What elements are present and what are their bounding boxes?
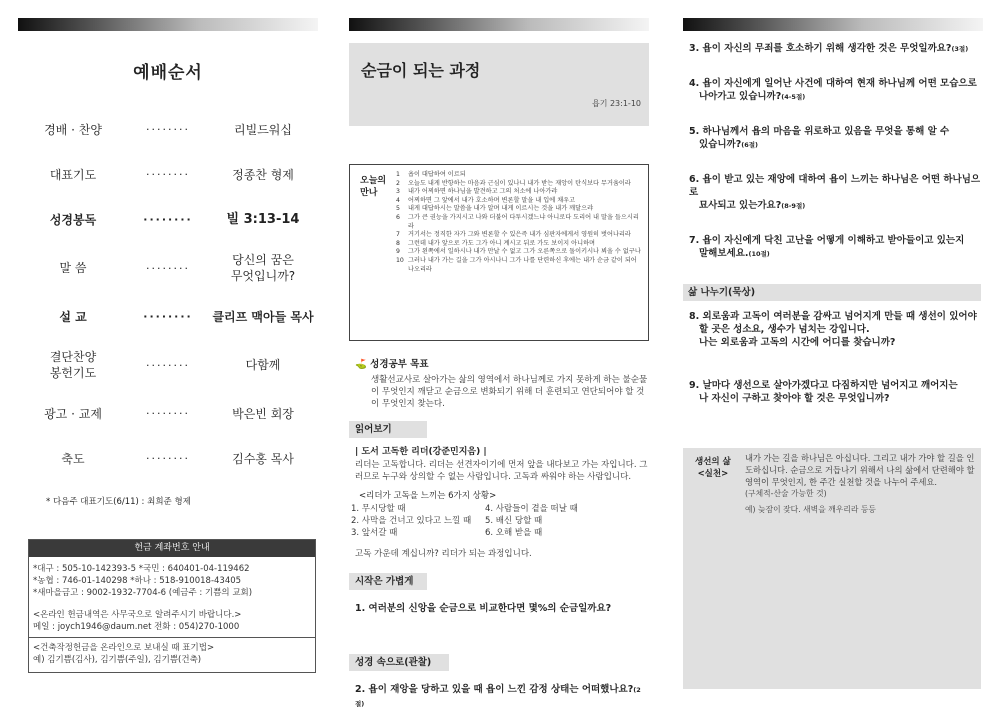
lesson-hero bbox=[349, 43, 649, 126]
sign-item: 2. 사막을 건너고 있다고 느낄 때 bbox=[351, 516, 472, 526]
order-dots: ········ bbox=[146, 452, 190, 465]
question-9: 9. 날마다 생선으로 살아가겠다고 다짐하지만 넘어지고 깨어지는 나 자신이 구하고 찾아야 할 것은 무엇입니까? bbox=[689, 380, 958, 404]
lesson-column bbox=[349, 0, 649, 707]
header-gradient-bar bbox=[349, 18, 649, 31]
observation-section-bar: 성경 속으로(관찰) bbox=[349, 654, 449, 671]
verse-item: 4 어찌하면 그 앞에서 내가 호소하며 변론할 말을 내 입에 채우고 bbox=[396, 196, 576, 204]
order-row bbox=[18, 107, 318, 152]
order-item: 경배 · 찬양 bbox=[44, 122, 102, 137]
order-row bbox=[18, 152, 318, 197]
account-line: *대구 : 505-10-142393-5 *국민 : 640401-04-119462 bbox=[33, 564, 250, 574]
account-body bbox=[29, 557, 315, 637]
verse-item: 9 그가 왼쪽에서 일하시나 내가 만날 수 없고 그가 오른쪽으로 돌이키시나 뵈올 수 없구나 bbox=[396, 248, 641, 256]
sign-item: 5. 배신 당할 때 bbox=[485, 516, 543, 526]
practice-sub: (구체적-산술 가능한 것) bbox=[745, 489, 827, 498]
manna-label: 오늘의 만나 bbox=[360, 176, 387, 198]
study-goal-title: ⛳ 성경공부 목표 bbox=[355, 359, 429, 370]
order-row bbox=[18, 197, 318, 242]
question-4: 4. 욥이 자신에게 일어난 사건에 대하여 현재 하나님께 어떤 모습으로 나아가고 있습니까?(4-5절) bbox=[689, 78, 977, 102]
worship-order-column bbox=[18, 0, 318, 707]
order-item: 대표기도 bbox=[49, 167, 97, 182]
order-item: 광고 · 교제 bbox=[44, 406, 102, 421]
next-prayer-note: * 다음주 대표기도(6/11) : 최희준 형제 bbox=[46, 497, 191, 507]
order-value: 리빌드워십 bbox=[234, 122, 292, 137]
order-value: 정종찬 형제 bbox=[232, 167, 294, 182]
sign-item: 3. 앞서갈 때 bbox=[351, 528, 398, 538]
building-note-title: <건축작정헌금을 온라인으로 보내실 때 표기법> bbox=[33, 643, 215, 653]
question-7: 7. 욥이 자신에게 닥친 고난을 어떻게 이해하고 받아들이고 있는지 말해보세요.(10절) bbox=[689, 235, 965, 259]
sign-item: 6. 오해 받을 때 bbox=[485, 528, 543, 538]
header-gradient-bar bbox=[683, 18, 983, 31]
practice-example: 예) 늦잠이 잦다. 새벽을 깨우리라 등등 bbox=[745, 505, 876, 514]
verse-item: 1 욥이 대답하여 이르되 bbox=[396, 171, 466, 178]
building-note-example: 예) 김기쁨(김사), 김기쁨(주일), 김기쁨(건축) bbox=[33, 655, 202, 665]
header-gradient-bar bbox=[18, 18, 318, 31]
order-item: 축도 bbox=[61, 451, 85, 466]
question-5: 5. 하나님께서 욥의 마음을 위로하고 있음을 무엇을 통해 알 수 있습니까?(6절) bbox=[689, 126, 950, 150]
practice-label: 생선의 삶 <실천> bbox=[695, 457, 731, 479]
verse-item: 5 내게 대답하시는 말씀을 내가 알며 내게 이르시는 것을 내가 깨달으랴 bbox=[396, 205, 594, 213]
order-dots: ········ bbox=[143, 310, 193, 323]
sign-item: 1. 무시당할 때 bbox=[351, 504, 406, 514]
order-value: 김수홍 목사 bbox=[232, 451, 294, 466]
order-list bbox=[18, 107, 318, 481]
verse-item: 7 거기서는 정직한 자가 그와 변론할 수 있은즉 내가 심판자에게서 영원히 벗어나리라 bbox=[396, 231, 631, 239]
order-row bbox=[18, 294, 318, 339]
account-line: *농협 : 746-01-140298 *하나 : 518-910018-43405 bbox=[33, 576, 242, 586]
question-8: 8. 외로움과 고독이 여러분을 감싸고 넘어지게 만들 때 생선이 있어야 할 곳은 성소요, 생수가 넘치는 강입니다. 나는 외로움과 고독의 시간에 어디를 찾습니까? bbox=[689, 311, 977, 348]
practice-body: 내가 가는 길을 하나님은 아십니다. 그리고 내가 가야 할 길을 인도하십니다. 순금으로 거듭나기 위해서 나의 삶에서 단련해야 할 영역이 무엇인지, 한 주간 실천할 것을 나누어 주세요. bbox=[745, 453, 975, 487]
practice-box bbox=[683, 448, 981, 689]
question-2: 2. 욥이 재앙을 당하고 있을 때 욥이 느낀 감정 상태는 어떠했나요?(2절) bbox=[355, 684, 641, 707]
order-row bbox=[18, 436, 318, 481]
order-item: 결단찬양 봉헌기도 bbox=[49, 350, 97, 380]
book-title: | 도서 고독한 리더(강준민지음) | bbox=[355, 447, 487, 457]
order-value: 박은빈 회장 bbox=[232, 406, 294, 421]
signs-title: <리더가 고독을 느끼는 6가지 상황> bbox=[359, 491, 497, 501]
share-section-bar: 삶 나누기(묵상) bbox=[683, 284, 981, 301]
signs-list bbox=[351, 503, 649, 539]
reading-text: 리더는 고독합니다. 리더는 선견자이기에 먼저 앞을 내다보고 가는 자입니다. 그러므로 누구와 상의할 수 없는 사람입니다. 고독과 싸워야 하는 사람입니다. bbox=[355, 460, 648, 482]
questions-column bbox=[683, 0, 983, 707]
verse-list bbox=[396, 171, 642, 334]
order-dots: ········ bbox=[146, 261, 190, 275]
scripture-reference: 욥기 23:1-10 bbox=[591, 99, 641, 108]
order-dots: ········ bbox=[146, 123, 190, 136]
sign-item: 4. 사람들이 곁을 떠날 때 bbox=[485, 504, 578, 514]
contact-info: 메일 : joych1946@daum.net 전화 : 054)270-1000 bbox=[33, 622, 240, 632]
order-row bbox=[18, 391, 318, 436]
order-row bbox=[18, 242, 318, 294]
question-1: 1. 여러분의 신앙을 순금으로 비교한다면 몇%의 순금일까요? bbox=[355, 603, 612, 614]
order-value: 당신의 꿈은 무엇입니까? bbox=[230, 253, 296, 283]
building-offering-note bbox=[29, 637, 315, 672]
practice-text bbox=[745, 452, 975, 516]
lesson-title: 순금이 되는 과정 bbox=[361, 61, 481, 80]
today-manna-box bbox=[349, 164, 649, 341]
start-section-bar: 시작은 가볍게 bbox=[349, 573, 427, 590]
reading-question: 고독 가운데 계십니까? 리더가 되는 과정입니다. bbox=[355, 549, 532, 559]
verse-item: 3 내가 어찌하면 하나님을 발견하고 그의 처소에 나아가랴 bbox=[396, 188, 558, 196]
online-notice: <온라인 헌금내역은 사무국으로 알려주시기 바랍니다.> bbox=[33, 610, 242, 620]
order-dots: ········ bbox=[146, 407, 190, 420]
question-6: 6. 욥이 받고 있는 재앙에 대하여 욥이 느끼는 하나님은 어떤 하나님으로 묘사되고 있는가요?(8-9절) bbox=[689, 174, 981, 211]
verse-item: 2 오늘도 내게 반항하는 마음과 근심이 있나니 내가 받는 재앙이 탄식보다 무거움이라 bbox=[396, 179, 631, 187]
order-title: 예배순서 bbox=[133, 63, 203, 83]
order-dots: ········ bbox=[143, 213, 193, 226]
verse-item: 6 그가 큰 권능을 가지시고 나와 더불어 다투시겠느냐 아니로다 도리어 내 말을 들으시리라 bbox=[396, 213, 639, 230]
order-dots: ········ bbox=[146, 168, 190, 181]
verse-item: 8 그런데 내가 앞으로 가도 그가 아니 계시고 뒤로 가도 보이지 아니하며 bbox=[396, 239, 596, 247]
order-item: 말 씀 bbox=[59, 261, 87, 275]
account-header: 헌금 계좌번호 안내 bbox=[29, 540, 315, 557]
order-value: 빌 3:13-14 bbox=[226, 211, 300, 227]
question-3: 3. 욥이 자신의 무죄를 호소하기 위해 생각한 것은 무엇일까요?(3절) bbox=[689, 43, 969, 54]
verse-item: 10 그러나 내가 가는 길을 그가 아시나니 그가 나를 단련하신 후에는 내가 순금 같이 되어 나오리라 bbox=[396, 256, 637, 273]
order-item: 설 교 bbox=[59, 309, 87, 324]
reading-section-bar: 읽어보기 bbox=[349, 421, 427, 438]
study-goal-text: 생활선교사로 살아가는 삶의 영역에서 하나님께로 가지 못하게 하는 불순물이 무엇인지 깨닫고 순금으로 변화되기 위해 더 훈련되고 연단되어야 할 것이 무엇인지 찾는다. bbox=[371, 375, 648, 409]
order-row bbox=[18, 339, 318, 391]
account-line: *새마을금고 : 9002-1932-7704-6 (예금주 : 기쁨의 교회) bbox=[33, 588, 253, 598]
order-value: 클리프 맥아들 목사 bbox=[212, 309, 314, 324]
order-dots: ········ bbox=[146, 358, 190, 372]
order-value: 다함께 bbox=[245, 358, 281, 372]
offering-account-box bbox=[28, 539, 316, 673]
order-item: 성경봉독 bbox=[49, 212, 97, 227]
